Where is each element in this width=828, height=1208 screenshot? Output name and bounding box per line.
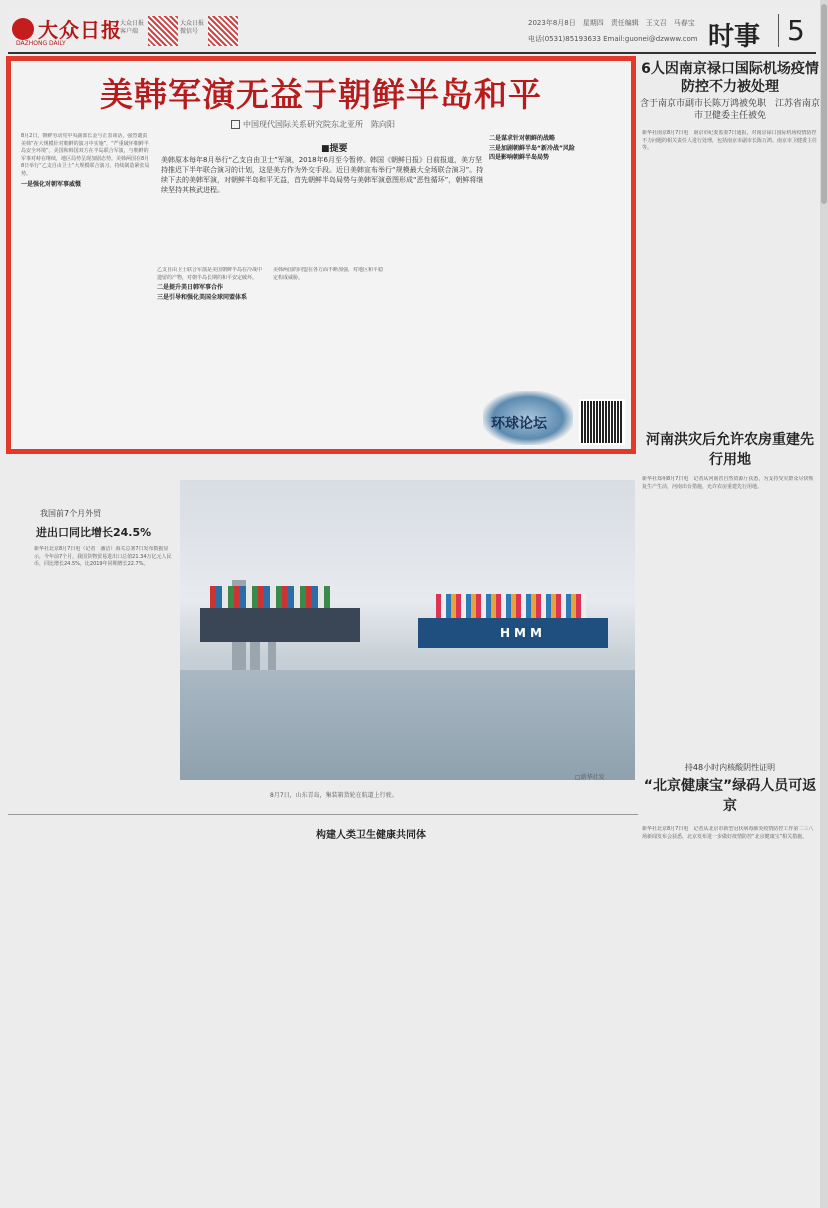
summary-heading: ■提要 (321, 144, 348, 154)
article-column (21, 133, 151, 441)
container-stack (210, 586, 330, 608)
qr-code-icon (208, 16, 238, 46)
author-box-icon (231, 120, 240, 129)
story-subtitle: 含于南京市副市长陈万鸿被免职 江苏省南京市卫健委主任被免 (640, 99, 821, 121)
lead-article[interactable] (6, 56, 636, 454)
paper-name-sub: DAZHONG DAILY (16, 40, 66, 47)
forum-label: 环球论坛 (491, 416, 547, 432)
contact-line: 电话(0531)85193633 Email:guonei@dzwww.com (528, 35, 698, 43)
story-subtitle: 我国前7个月外贸 (40, 509, 102, 518)
date-line: 2023年8月8日 星期四 责任编辑 王文召 马春宝 (528, 19, 695, 27)
photo-credit: □新华社发 (575, 774, 605, 781)
qr-code-icon (148, 16, 178, 46)
article-column (10, 826, 150, 1202)
article-column (489, 133, 625, 385)
qr-label: 大众日报微信号 (180, 20, 205, 35)
qr-code-icon (579, 399, 625, 445)
article-column (476, 826, 626, 1202)
harbor-water (180, 670, 635, 780)
masthead (8, 8, 816, 54)
story-body: 新华社北京8月7日电（记者 潘洁）海关总署7日发布数据显示，今年前7个月，我国货物贸易进出口总值21.34万亿元人民币，同比增长24.5%，比2019年同期增长22.7%。 (34, 546, 172, 568)
container-stack (436, 594, 586, 618)
column-text: 8月2日，朝鲜劳动党中央副部长金与正表谈话，强烈谴责美韩“在大规模针对朝鲜的演习中实施”，“严重破坏朝鲜半岛安全环境”。美国和韩国双方在半岛联合军演，与朝鲜的军事对峙在继续，地区局势呈现加剧态势。美韩两国在8月8日举行“乙支自由卫士”大规模联合演习，持续制造紧张局势。 (21, 133, 150, 177)
byline-text: 中国现代国际关系研究院东北亚所 陈向阳 (243, 120, 395, 129)
scrollbar[interactable] (820, 0, 828, 1208)
ship-label: HMM (500, 626, 546, 640)
column-subhead: 二是谋求针对朝鲜的战略 (489, 135, 556, 142)
container-ship (200, 608, 360, 642)
page-number: 5 (778, 14, 805, 47)
article-column (273, 267, 383, 443)
lead-title: 美韩军演无益于朝鲜半岛和平 (100, 75, 542, 114)
story-body: 新华社郑州8月7日电 记者从河南省自然资源厅获悉，为支持受灾群众尽快恢复生产生活，河南出台措施，允许农房重建先行用地。 (642, 476, 814, 490)
story-title[interactable]: 6人因南京禄口国际机场疫情防控不力被处理 (641, 61, 819, 95)
section-name: 时事 (708, 22, 761, 52)
divider (8, 814, 638, 815)
column-subhead: 三是引导和强化美国全球同盟体系 (157, 293, 248, 301)
story-title[interactable]: 构建人类卫生健康共同体 (316, 830, 426, 841)
story-title[interactable]: 进出口同比增长24.5% (36, 526, 152, 539)
story-subtitle: 持48小时内核酸阴性证明 (684, 763, 776, 772)
column-subhead: 二是提升美日韩军事合作 (157, 284, 224, 292)
harbor-photo (180, 480, 635, 780)
qr-label: 大众日报客户端 (120, 20, 145, 35)
paper-name: 大众日报 (38, 18, 122, 42)
scrollbar-thumb[interactable] (821, 4, 827, 204)
story-body: 新华社北京8月7日电 记者从北京市新型冠状病毒肺炎疫情防控工作第二三八场新闻发布会获悉，北京发布进一步做好疫情防控“北京健康宝”相关措施。 (642, 826, 814, 840)
article-column (157, 267, 265, 443)
column-text: 乙支自由卫士联合军演是美国朝鲜半岛在冷战中遗留的产物，对朝半岛长期的和平安定破坏。 (157, 267, 263, 281)
column-subhead: 一是强化对朝军事威慑 (21, 180, 82, 188)
story-title[interactable]: 河南洪灾后允许农房重建先行用地 (646, 432, 814, 468)
column-subhead: 四是影响朝鲜半岛局势 (489, 154, 550, 162)
paper-logo (12, 14, 122, 43)
story-title[interactable]: “北京健康宝”绿码人员可返京 (643, 778, 817, 814)
article-column (316, 846, 466, 1202)
column-subhead: 三是加剧朝鲜半岛“新冷战”风险 (489, 144, 575, 152)
paper-emblem-icon (12, 18, 34, 40)
story-body: 新华社南京8月7日电 南京市纪委监委7日通报，对南京禄口国际机场疫情防控不力问题的相关责任人进行处理，包括南京市副市长陈万鸿、南京市卫健委主任等。 (642, 130, 818, 152)
summary-text: 美韩原本每年8月举行“乙支自由卫士”军演，2018年6月至今暂停。韩国《朝鲜日报》日前报道，美方坚持推迟下半年联合演习的计划，这是美方作为外交手段。近日美韩宣布举行“规模最大全场联合演习”。持续下去的美韩军演，对朝鲜半岛和平无益，首先朝鲜半岛局势与美韩军演意图形成“恶性循环”，朝鲜将继续坚持其核武进程。 (161, 156, 484, 194)
article-column (162, 826, 302, 1202)
lead-byline (231, 119, 395, 130)
photo-caption: 8月7日，山东青岛，集装箱货轮在航道上行驶。 (270, 792, 398, 799)
global-forum-logo (483, 391, 573, 445)
column-text: 美韩两国的同盟在各方面不断加强，对地区和平稳定构成威胁。 (273, 267, 383, 281)
